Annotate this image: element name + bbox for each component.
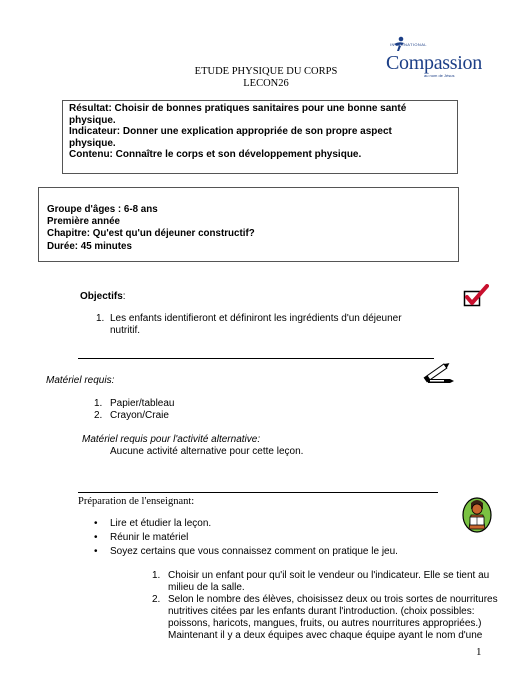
- year-level: Première année: [47, 216, 120, 228]
- step-1-line-2: milieu de la salle.: [168, 582, 245, 593]
- lesson-number: LECON26: [243, 78, 289, 89]
- step-2-line-1: Selon le nombre des élèves, choisissez deux ou trois sortes de nourritures: [168, 594, 498, 605]
- alt-materials-heading: Matériel requis pour l'activité alternative:: [82, 434, 261, 445]
- pencil-crayon-icon: [420, 363, 456, 387]
- material-item-1: Papier/tableau: [110, 398, 175, 409]
- objectives-heading-text: Objectifs: [80, 291, 123, 302]
- result-line: Résultat: Choisir de bonnes pratiques sanitaires pour une bonne santé: [69, 103, 407, 114]
- teacher-reading-icon: [462, 497, 492, 533]
- divider-line: [78, 358, 434, 359]
- age-group: Groupe d'âges : 6-8 ans: [47, 204, 158, 215]
- step-2-line-2: nutritives citées par les enfants durant l'introduction. (choix possibles:: [168, 606, 475, 617]
- indicator-line-cont: physique.: [69, 137, 116, 149]
- page-number: 1: [476, 646, 482, 658]
- logo-subtitle: au nom de Jésus: [424, 73, 455, 78]
- divider-line-2: [78, 492, 438, 493]
- preparation-heading: Préparation de l'enseignant:: [78, 496, 195, 507]
- bullet-icon: •: [94, 532, 98, 543]
- logo-tagline: INTERNATIONAL: [390, 42, 427, 47]
- bullet-icon: •: [94, 546, 98, 557]
- material-num-1: 1.: [94, 398, 103, 409]
- objective-num: 1.: [96, 313, 105, 324]
- checkbox-check-icon: [463, 284, 489, 308]
- step-num-2: 2.: [152, 594, 161, 605]
- prep-bullet-2: Réunir le matériel: [110, 532, 189, 543]
- lesson-title: ETUDE PHYSIQUE DU CORPS: [194, 66, 338, 77]
- step-2-line-4: Maintenant il y a deux équipes avec chaque équipe ayant le nom d'une: [168, 630, 483, 641]
- info-box: [38, 187, 459, 262]
- step-1-line-1: Choisir un enfant pour qu'il soit le vendeur ou l'indicateur. Elle se tient au: [168, 570, 490, 581]
- objective-text-cont: nutritif.: [110, 325, 141, 336]
- step-num-1: 1.: [152, 570, 161, 581]
- chapter: Chapitre: Qu'est qu'un déjeuner constructif?: [47, 228, 255, 240]
- indicator-line: Indicateur: Donner une explication appropriée de son propre aspect: [69, 126, 392, 138]
- material-num-2: 2.: [94, 410, 103, 421]
- compassion-logo: [378, 38, 482, 80]
- objectives-heading: [80, 291, 126, 303]
- alt-materials-text: Aucune activité alternative pour cette leçon.: [110, 446, 304, 457]
- duration: Durée: 45 minutes: [47, 240, 132, 252]
- summary-box: [62, 100, 458, 174]
- objective-text: Les enfants identifieront et définiront les ingrédients d'un déjeuner: [110, 313, 402, 324]
- bullet-icon: •: [94, 518, 98, 529]
- materials-heading: Matériel requis:: [46, 375, 115, 386]
- result-line-cont: physique.: [69, 114, 116, 126]
- prep-bullet-1: Lire et étudier la leçon.: [110, 518, 212, 529]
- logo-wordmark: Compassion: [386, 52, 482, 74]
- step-2-line-3: poissons, haricots, mangues, fruits, ou autres nourritures appropriées.): [168, 618, 482, 629]
- objectives-colon: :: [122, 291, 126, 302]
- prep-bullet-3: Soyez certains que vous connaissez comment on pratique le jeu.: [110, 546, 398, 557]
- material-item-2: Crayon/Craie: [110, 410, 169, 421]
- content-line: Contenu: Connaître le corps et son développement physique.: [69, 149, 362, 161]
